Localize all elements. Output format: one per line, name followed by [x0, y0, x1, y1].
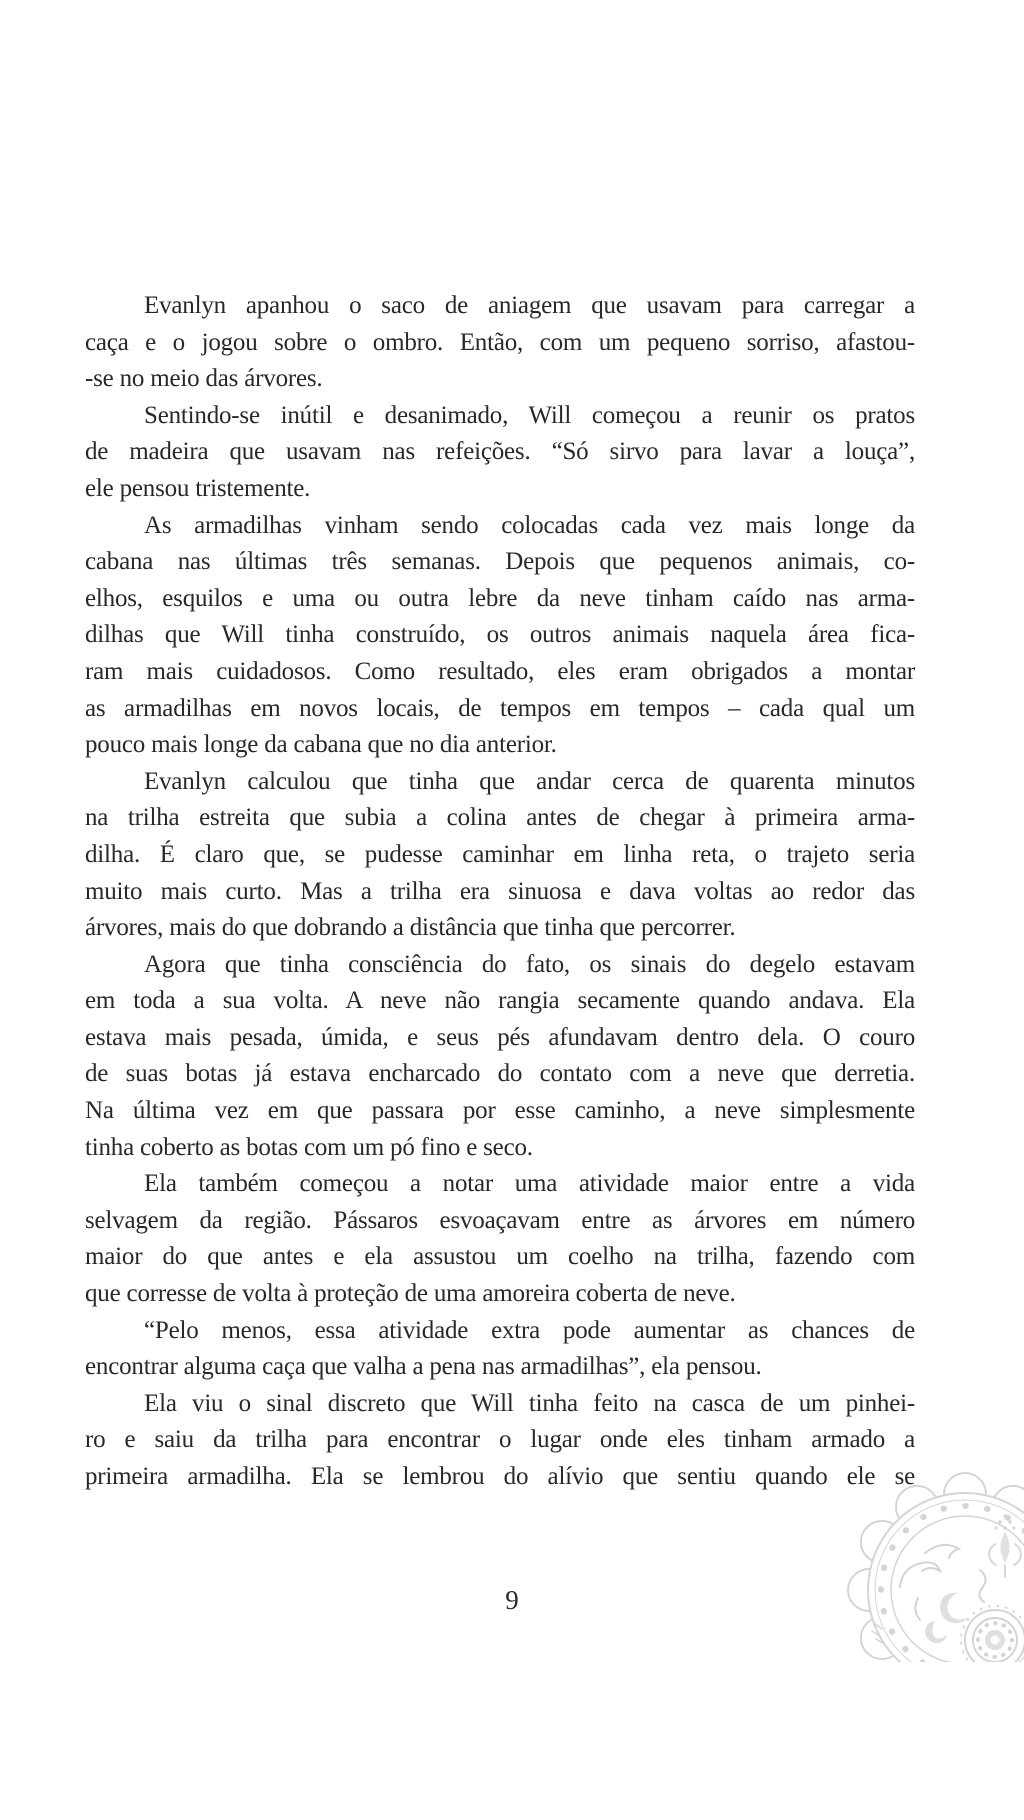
- corner-medallion-ornament: [830, 1470, 1024, 1662]
- text-line: Ela viu o sinal discreto que Will tinha feito na casca de um pinhei-: [144, 1389, 915, 1417]
- text-line: tinha coberto as botas com um pó fino e seco.: [85, 1133, 533, 1161]
- paragraph: [85, 1313, 915, 1386]
- text-line: encontrar alguma caça que valha a pena nas armadilhas”, ela pensou.: [85, 1353, 762, 1381]
- text-line: em toda a sua volta. A neve não rangia secamente quando andava. Ela: [85, 987, 915, 1015]
- paragraph: [85, 947, 915, 1167]
- text-line: de suas botas já estava encharcado do contato com a neve que derretia.: [85, 1060, 915, 1088]
- text-line: cabana nas últimas três semanas. Depois que pequenos animais, co-: [85, 548, 915, 576]
- text-line: primeira armadilha. Ela se lembrou do alívio que sentiu quando ele se: [85, 1463, 915, 1490]
- paragraph: [85, 398, 915, 508]
- text-line: “Pelo menos, essa atividade extra pode aumentar as chances de: [144, 1316, 915, 1344]
- text-line: ele pensou tristemente.: [85, 474, 311, 502]
- text-line: ro e saiu da trilha para encontrar o lugar onde eles tinham armado a: [85, 1426, 915, 1454]
- text-line: maior do que antes e ela assustou um coelho na trilha, fazendo com: [85, 1243, 915, 1271]
- text-line: as armadilhas em novos locais, de tempos em tempos – cada qual um: [85, 694, 915, 722]
- text-line: Ela também começou a notar uma atividade maior entre a vida: [144, 1170, 915, 1198]
- text-line: na trilha estreita que subia a colina antes de chegar à primeira arma-: [85, 804, 915, 832]
- text-line: Na última vez em que passara por esse caminho, a neve simplesmente: [85, 1097, 915, 1125]
- text-line: dilha. É claro que, se pudesse caminhar em linha reta, o trajeto seria: [85, 840, 915, 868]
- text-line: dilhas que Will tinha construído, os outros animais naquela área fica-: [85, 621, 915, 649]
- text-line: Sentindo-se inútil e desanimado, Will começou a reunir os pratos: [144, 401, 915, 429]
- text-line: ram mais cuidadosos. Como resultado, eles eram obrigados a montar: [85, 657, 915, 685]
- paragraph: [85, 1166, 915, 1312]
- text-line: elhos, esquilos e uma ou outra lebre da neve tinham caído nas arma-: [85, 584, 915, 612]
- text-line: Agora que tinha consciência do fato, os sinais do degelo estavam: [144, 950, 915, 978]
- text-line: árvores, mais do que dobrando a distância que tinha que percorrer.: [85, 914, 736, 942]
- text-line: Evanlyn calculou que tinha que andar cerca de quarenta minutos: [144, 767, 915, 795]
- text-line: pouco mais longe da cabana que no dia anterior.: [85, 731, 557, 759]
- paragraph: [85, 508, 915, 764]
- text-line: estava mais pesada, úmida, e seus pés afundavam dentro dela. O couro: [85, 1023, 915, 1051]
- page-text-block: [85, 288, 915, 1496]
- text-line: As armadilhas vinham sendo colocadas cada vez mais longe da: [144, 511, 915, 539]
- text-line: que corresse de volta à proteção de uma amoreira coberta de neve.: [85, 1280, 736, 1308]
- text-line: de madeira que usavam nas refeições. “Só sirvo para lavar a louça”,: [85, 438, 915, 466]
- text-line: caça e o jogou sobre o ombro. Então, com um pequeno sorriso, afastou-: [85, 328, 915, 356]
- text-line: -se no meio das árvores.: [85, 365, 323, 393]
- page-number: 9: [505, 1585, 519, 1615]
- text-line: Evanlyn apanhou o saco de aniagem que usavam para carregar a: [144, 292, 915, 319]
- text-line: selvagem da região. Pássaros esvoaçavam entre as árvores em número: [85, 1206, 915, 1234]
- paragraph: [85, 288, 915, 398]
- paragraph: [85, 1386, 915, 1496]
- text-line: muito mais curto. Mas a trilha era sinuosa e dava voltas ao redor das: [85, 877, 915, 905]
- paragraph: [85, 764, 915, 947]
